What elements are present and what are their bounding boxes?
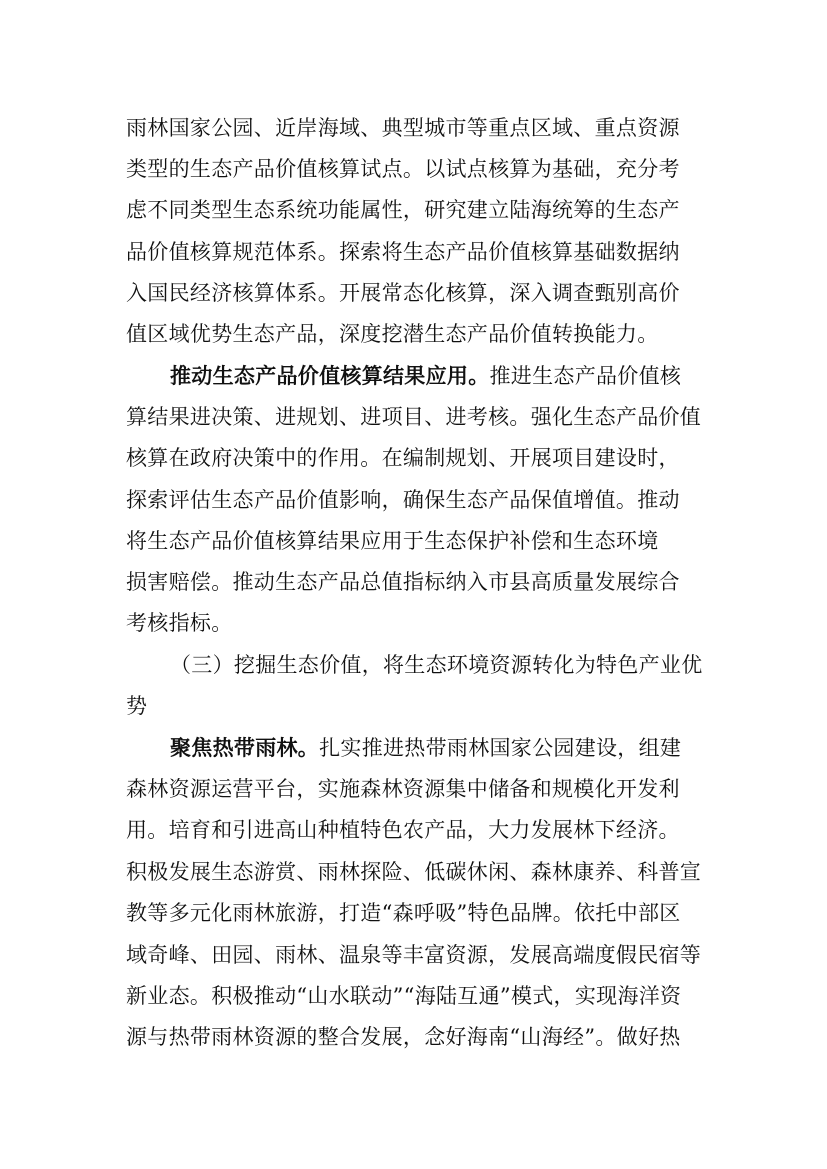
paragraph-line: 算结果进决策、进规划、进项目、进考核。强化生态产品价值: [126, 405, 702, 429]
paragraph-line: 核算在政府决策中的作用。在编制规划、开展项目建设时，: [126, 446, 680, 470]
paragraph-line: 值区域优势生态产品，深度挖潜生态产品价值转换能力。: [126, 322, 659, 346]
paragraph-text: 推进生态产品价值核: [489, 364, 682, 388]
paragraph-line: 新业态。积极推动“山水联动”“海陆互通”模式，实现海洋资: [126, 984, 682, 1008]
inline-heading: 聚焦热带雨林。: [170, 735, 320, 760]
paragraph-heading-line: [170, 361, 698, 391]
paragraph-line: 积极发展生态游赏、雨林探险、低碳休闲、森林康养、科普宣: [126, 860, 702, 884]
paragraph-line: 品价值核算规范体系。探索将生态产品价值核算基础数据纳: [126, 240, 680, 264]
section-heading-continued: 势: [126, 694, 148, 718]
paragraph-line: 用。培育和引进高山种植特色农产品，大力发展林下经济。: [126, 818, 680, 842]
paragraph-line: 虑不同类型生态系统功能属性，研究建立陆海统筹的生态产: [126, 198, 680, 222]
inline-heading: 推动生态产品价值核算结果应用。: [170, 363, 490, 388]
paragraph-line: 教等多元化雨林旅游，打造“森呼吸”特色品牌。依托中部区: [126, 901, 681, 925]
paragraph-line: 探索评估生态产品价值影响，确保生态产品保值增值。推动: [126, 488, 680, 512]
paragraph-line: 类型的生态产品价值核算试点。以试点核算为基础，充分考: [126, 157, 680, 181]
paragraph-line: 源与热带雨林资源的整合发展，念好海南“山海经”。做好热: [126, 1025, 681, 1049]
section-heading: （三）挖掘生态价值，将生态环境资源转化为特色产业优: [170, 653, 703, 677]
paragraph-line: 域奇峰、田园、雨林、温泉等丰富资源，发展高端度假民宿等: [126, 943, 702, 967]
paragraph-line: 将生态产品价值核算结果应用于生态保护补偿和生态环境: [126, 529, 659, 553]
paragraph-line: 森林资源运营平台，实施森林资源集中储备和规模化开发利: [126, 777, 680, 801]
paragraph-line: 损害赔偿。推动生态产品总值指标纳入市县高质量发展综合: [126, 570, 680, 594]
paragraph-heading-line: [170, 733, 698, 763]
paragraph-line: 考核指标。: [126, 611, 233, 635]
paragraph-text: 扎实推进热带雨林国家公园建设，组建: [319, 736, 682, 760]
paragraph-line: 雨林国家公园、近岸海域、典型城市等重点区域、重点资源: [126, 116, 680, 140]
paragraph-line: 入国民经济核算体系。开展常态化核算，深入调查甄别高价: [126, 281, 680, 305]
